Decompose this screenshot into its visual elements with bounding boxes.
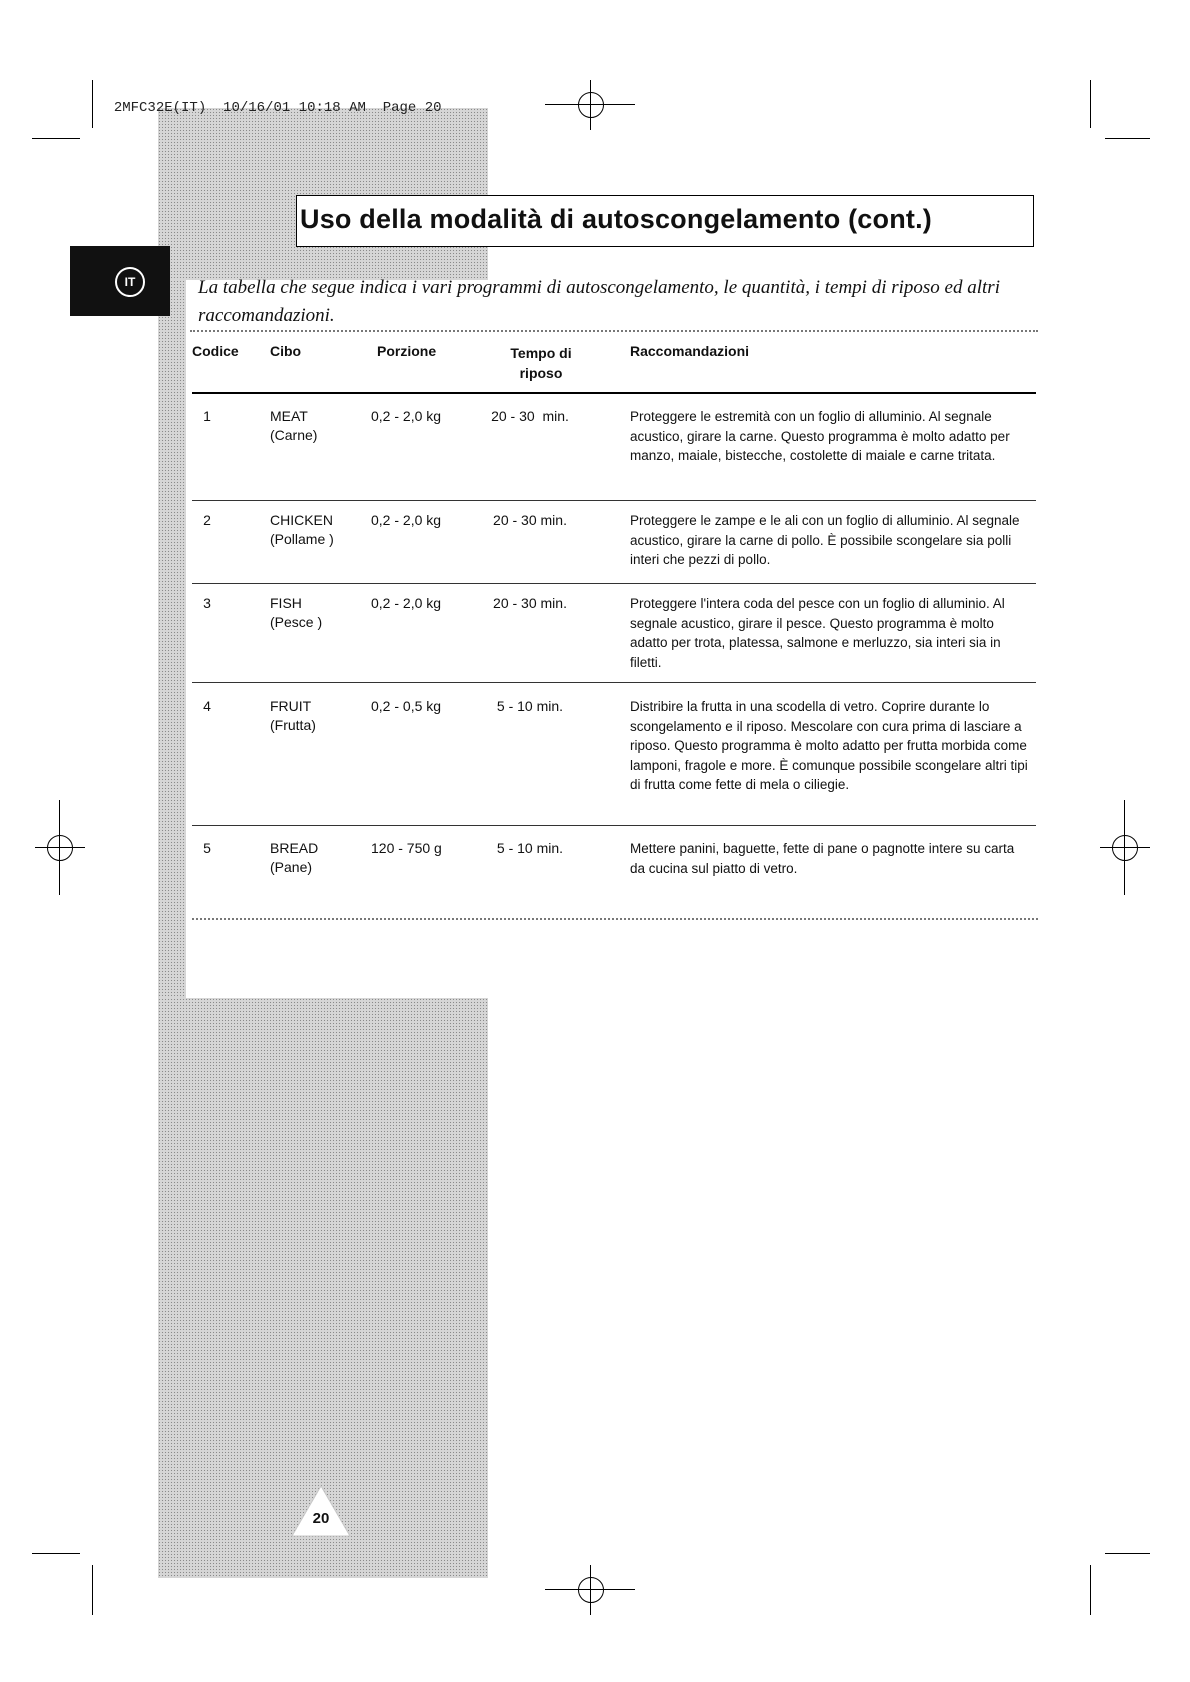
cell-portion: 0,2 - 2,0 kg: [371, 512, 442, 528]
col-header-code: Codice: [192, 343, 239, 359]
cell-code: 5: [203, 840, 211, 856]
cell-food: [270, 594, 322, 632]
row-rule: [192, 825, 1036, 826]
page-number-triangle: [290, 1484, 352, 1538]
cell-portion: 0,2 - 0,5 kg: [371, 698, 442, 714]
cell-time: 5 - 10 min.: [496, 698, 564, 714]
crop-mark: [32, 138, 80, 139]
cell-recommendation: Proteggere l'intera coda del pesce con un foglio di alluminio. Al segnale acustico, girare il pesce. Questo programma è molto adatto per trota, platessa, salmone e merluzzo, sia interi sia in filetti.: [630, 596, 1005, 670]
table-row: [192, 697, 1036, 817]
cell-food-it: (Pesce ): [270, 614, 323, 630]
top-grey-band: [158, 108, 488, 280]
crop-mark: [32, 1553, 80, 1554]
page-title: Uso della modalità di autoscongelamento (cont.): [300, 204, 932, 234]
print-file: 2MFC32E(IT): [113, 100, 207, 116]
col-header-time-line1: Tempo di: [510, 345, 572, 361]
language-tab: [70, 246, 170, 316]
cell-food: [270, 839, 318, 877]
crop-mark: [92, 80, 93, 128]
cell-food: [270, 511, 334, 549]
row-rule: [192, 500, 1036, 501]
cell-food: [270, 697, 316, 735]
section-title-box: [296, 195, 1034, 247]
cell-food-name: MEAT: [270, 408, 308, 424]
cell-food-name: BREAD: [270, 840, 319, 856]
table-row: [192, 839, 1036, 889]
cell-code: 1: [203, 408, 211, 424]
crop-mark: [1105, 138, 1150, 139]
col-header-portion: Porzione: [377, 343, 437, 359]
registration-mark-icon: [35, 800, 85, 895]
cell-time: 20 - 30 min.: [491, 408, 569, 424]
print-time: 10:18 AM: [298, 100, 366, 116]
cell-time: 5 - 10 min.: [496, 840, 564, 856]
crop-mark: [92, 1565, 93, 1615]
cell-code: 4: [203, 698, 211, 714]
table-row: [192, 511, 1036, 581]
registration-mark-icon: [1100, 800, 1150, 895]
cell-food-it: (Carne): [270, 427, 318, 443]
cell-portion: 0,2 - 2,0 kg: [371, 408, 442, 424]
table-row: [192, 405, 1036, 495]
cell-recommendation: Mettere panini, baguette, fette di pane o pagnotte intere su carta da cucina sul piatto di vetro.: [630, 841, 1015, 876]
bottom-dotted-rule: [192, 918, 1038, 920]
cell-food-it: (Pollame ): [270, 531, 334, 547]
col-header-food: Cibo: [270, 343, 302, 359]
language-badge-label: IT: [124, 275, 136, 289]
cell-time: 20 - 30 min.: [493, 595, 567, 611]
cell-code: 2: [203, 512, 211, 528]
cell-food: [270, 407, 317, 445]
cell-food-name: CHICKEN: [270, 512, 334, 528]
header-rule: [192, 392, 1036, 394]
crop-mark: [1090, 1565, 1091, 1615]
cell-recommendation: Proteggere le zampe e le ali con un foglio di alluminio. Al segnale acustico, girare la carne di pollo. È possibile scongelare sia polli interi che pezzi di pollo.: [630, 513, 1020, 567]
cell-food-it: (Pane): [270, 859, 313, 875]
crop-mark: [1105, 1553, 1150, 1554]
col-header-recommendations: Raccomandazioni: [630, 343, 750, 359]
cell-food-it: (Frutta): [270, 717, 316, 733]
row-rule: [192, 682, 1036, 683]
crop-mark: [1090, 80, 1091, 128]
intro-text: La tabella che segue indica i vari programmi di autoscongelamento, le quantità, i tempi di riposo ed altri raccomandazioni.: [198, 277, 1000, 326]
language-badge: [115, 267, 145, 297]
print-date: 10/16/01: [223, 100, 291, 116]
cell-food-name: FRUIT: [270, 698, 312, 714]
cell-time: 20 - 30 min.: [493, 512, 567, 528]
row-rule: [192, 583, 1036, 584]
cell-food-name: FISH: [270, 595, 302, 611]
cell-code: 3: [203, 595, 211, 611]
registration-mark-icon: [545, 1565, 635, 1615]
left-grey-column: [158, 280, 186, 1000]
top-dotted-rule: [190, 330, 1038, 332]
cell-portion: 0,2 - 2,0 kg: [371, 595, 442, 611]
table-row: [192, 594, 1036, 679]
print-header: [97, 84, 442, 116]
cell-portion: 120 - 750 g: [371, 840, 442, 856]
print-page: Page 20: [382, 100, 442, 116]
col-header-time: [485, 343, 597, 383]
col-header-time-line2: riposo: [519, 365, 563, 381]
cell-recommendation: Distribire la frutta in una scodella di vetro. Coprire durante lo scongelamento e il riposo. Mescolare con cura prima di lasciare a riposo. Questo programma è molto adatto per frutta morbida come lamponi, fragole e more. È comunque possibile scongelare altri tipi di frutta come fette di mela o ciliegie.: [630, 699, 1028, 792]
registration-mark-icon: [545, 80, 635, 130]
cell-recommendation: Proteggere le estremità con un foglio di alluminio. Al segnale acustico, girare la carne. Questo programma è molto adatto per manzo, maiale, bistecche, costolette di maiale e carne tritata.: [630, 409, 1010, 463]
page-number: 20: [312, 1510, 330, 1527]
